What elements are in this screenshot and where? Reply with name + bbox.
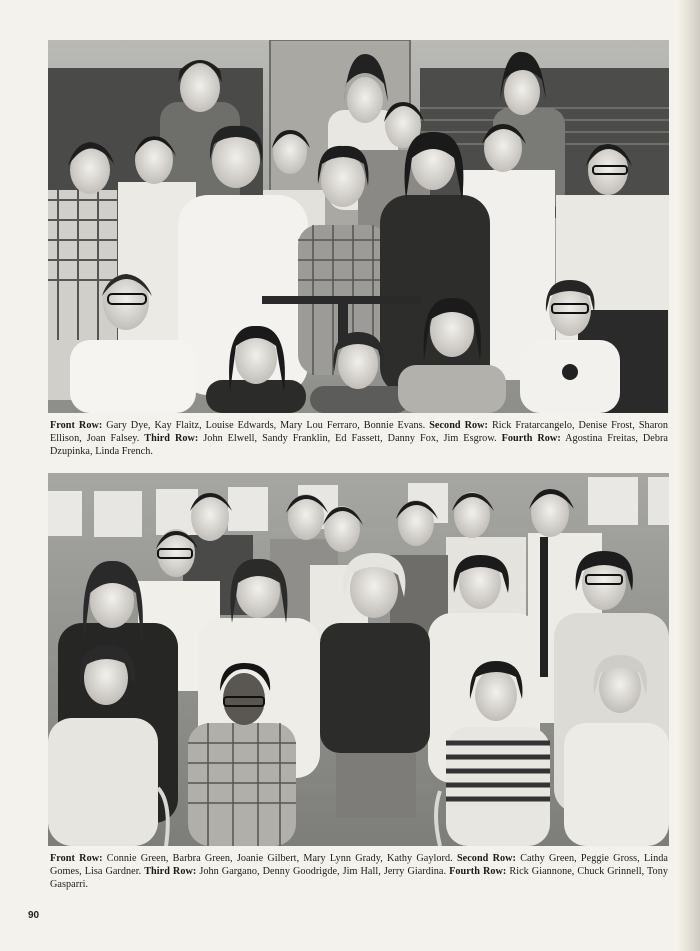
group-photo-top-image — [48, 40, 669, 413]
front-row-names: Gary Dye, Kay Flaitz, Louise Edwards, Mary Lou Ferraro, Bonnie Evans. — [102, 420, 430, 431]
third-row-names: John Elwell, Sandy Franklin, Ed Fassett, Danny Fox, Jim Esgrow. — [198, 433, 502, 445]
caption-top-group — [50, 419, 668, 459]
caption-bottom-group — [50, 852, 668, 892]
group-photo-top — [48, 40, 669, 413]
fourth-row-names: Agostina Freitas, Debra Dzupinka, Linda French. — [50, 433, 668, 458]
second-row-label: Second Row: — [429, 420, 488, 431]
second-row-names: Cathy Green, Peggie Gross, Linda Gomes, Lisa Gardner. — [50, 853, 668, 878]
fourth-row-names: Rick Giannone, Chuck Grinnell, Tony Gasparri. — [50, 866, 668, 891]
fourth-row-label: Fourth Row: — [449, 866, 507, 878]
second-row-label: Second Row: — [456, 853, 516, 864]
group-photo-bottom-image — [48, 473, 669, 846]
third-row-names: John Gargano, Denny Goodrigde, Jim Hall, Jerry Giardina. — [196, 866, 450, 878]
fourth-row-label: Fourth Row: — [501, 433, 561, 445]
page-number: 90 — [28, 910, 40, 921]
group-photo-bottom — [48, 473, 669, 846]
third-row-label: Third Row: — [144, 866, 197, 878]
front-row-names: Connie Green, Barbra Green, Joanie Gilbert, Mary Lynn Grady, Kathy Gaylord. — [102, 853, 457, 864]
second-row-names: Rick Fratarcangelo, Denise Frost, Sharon Ellison, Joan Falsey. — [50, 420, 669, 445]
third-row-label: Third Row: — [144, 433, 199, 445]
front-row-label: Front Row: — [50, 853, 103, 864]
page-binding-edge — [678, 0, 700, 951]
front-row-label: Front Row: — [50, 420, 103, 431]
